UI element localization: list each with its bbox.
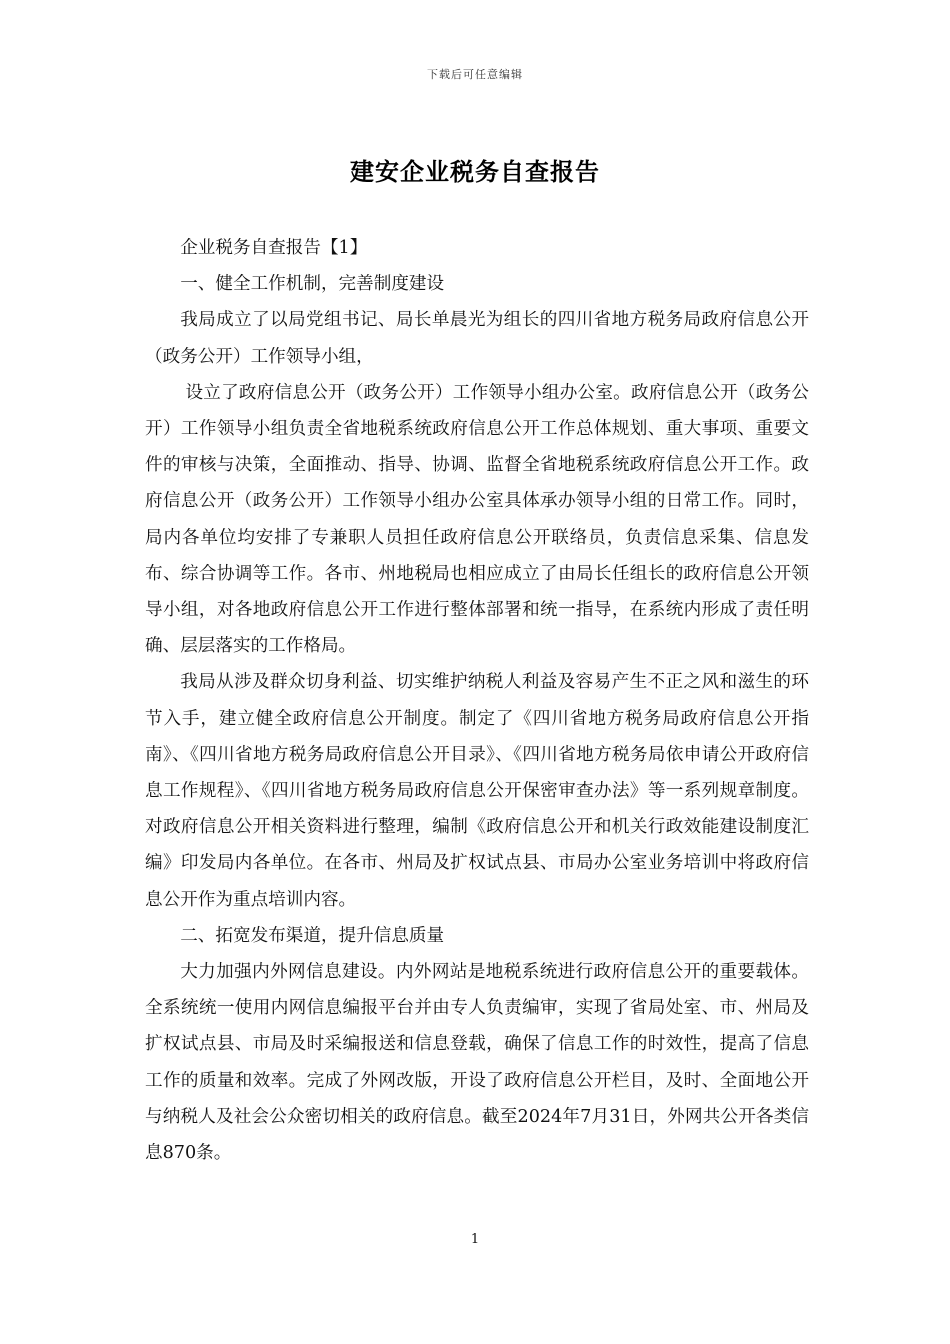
header-note: 下载后可任意编辑	[427, 68, 523, 81]
subheading: 一、健全工作机制，完善制度建设	[180, 274, 445, 295]
subheading: 二、拓宽发布渠道，提升信息质量	[180, 925, 445, 946]
section-heading: 企业税务自查报告【1】	[180, 238, 368, 258]
page-title: 建安企业税务自查报告	[350, 158, 600, 186]
paragraph: 设立了政府信息公开（政务公开）工作领导小组办公室。政府信息公开（政务公开）工作领导小组负责全省地税系统政府信息公开工作总体规划、重大事项、重要文件的审核与决策，全面推动、指导、协调、监督全省地税系统政府信息公开工作。政府信息公开（政务公开）工作领导小组办公室具体承办领导小组的日常工作。同时，局内各单位均安排了专兼职人员担任政府信息公开联络员，负责信息采集、信息发布、综合协调等工作。各市、州地税局也相应成立了由局长任组长的政府信息公开领导小组，对各地政府信息公开工作进行整体部署和统一指导，在系统内形成了责任明确、层层落实的工作格局。	[145, 382, 809, 657]
paragraph: 大力加强内外网信息建设。内外网站是地税系统进行政府信息公开的重要载体。全系统统一使用内网信息编报平台并由专人负责编审，实现了省局处室、市、州局及扩权试点县、市局及时采编报送和信息登载，确保了信息工作的时效性，提高了信息工作的质量和效率。完成了外网改版，开设了政府信息公开栏目，及时、全面地公开与纳税人及社会公众密切相关的政府信息。截至2024年7月31日，外网共公开各类信息870条。	[145, 962, 809, 1164]
paragraph: 我局成立了以局党组书记、局长单晨光为组长的四川省地方税务局政府信息公开（政务公开）工作领导小组，	[145, 310, 809, 367]
document-body	[145, 230, 809, 1171]
page-number: 1	[470, 1232, 480, 1247]
paragraph: 我局从涉及群众切身利益、切实维护纳税人利益及容易产生不正之风和滋生的环节入手，建立健全政府信息公开制度。制定了《四川省地方税务局政府信息公开指南》、《四川省地方税务局政府信息公开目录》、《四川省地方税务局依申请公开政府信息工作规程》、《四川省地方税务局政府信息公开保密审查办法》等一系列规章制度。对政府信息公开相关资料进行整理，编制《政府信息公开和机关行政效能建设制度汇编》印发局内各单位。在各市、州局及扩权试点县、市局办公室业务培训中将政府信息公开作为重点培训内容。	[145, 672, 809, 910]
